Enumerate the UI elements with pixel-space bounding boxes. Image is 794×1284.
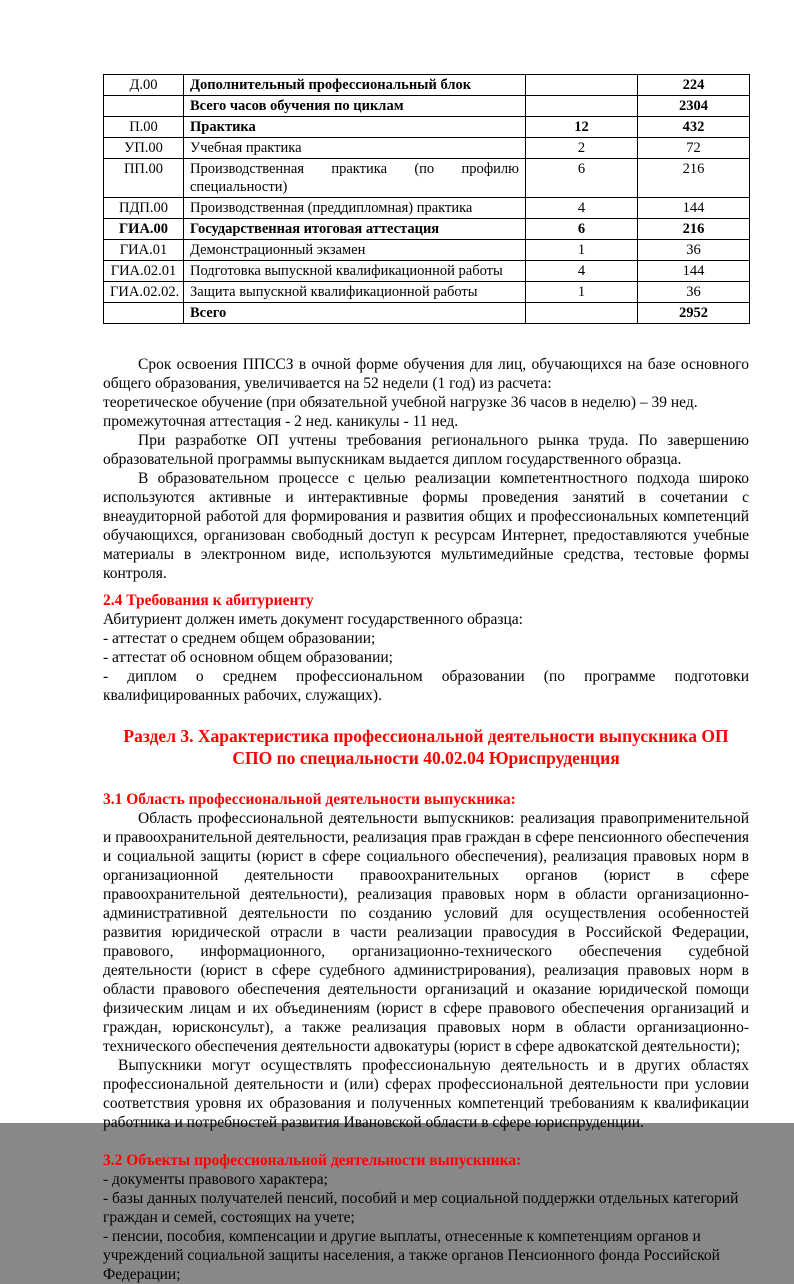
cell-title: Всего часов обучения по циклам [184, 96, 526, 117]
table-row [104, 240, 750, 261]
table-row [104, 261, 750, 282]
paragraph-abiturient: Абитуриент должен иметь документ государственного образца: [103, 611, 523, 628]
cell-hours: 2304 [638, 96, 750, 117]
cell-weeks: 2 [526, 138, 638, 159]
cell-code: ГИА.00 [104, 219, 184, 240]
cell-title: Государственная итоговая аттестация [184, 219, 526, 240]
curriculum-hours-table [103, 74, 750, 324]
cell-title: Демонстрационный экзамен [184, 240, 526, 261]
cell-weeks: 1 [526, 282, 638, 303]
cell-title: Производственная практика (по профилю специальности) [184, 159, 526, 198]
paragraph-vypuskniki: Выпускники могут осуществлять профессиональную деятельность и в других областях профессиональной деятельности и (или) сферах профессиональной деятельности при условии соответствия уровня их образования и полученных компетенций требованиям к квалификации работника и потребностей развития Ивановской области в сфере юриспруденции. [103, 1057, 749, 1131]
cell-title: Производственная (преддипломная) практика [184, 198, 526, 219]
cell-code: ГИА.01 [104, 240, 184, 261]
table-row [104, 282, 750, 303]
cell-weeks: 4 [526, 198, 638, 219]
cell-hours: 224 [638, 75, 750, 96]
table-row [104, 159, 750, 198]
cell-title: Всего [184, 303, 526, 324]
cell-hours: 216 [638, 219, 750, 240]
table-row [104, 75, 750, 96]
table-row [104, 117, 750, 138]
table-row [104, 96, 750, 117]
heading-3-2-obekty: 3.2 Объекты профессиональной деятельности выпускника: [103, 1152, 522, 1169]
cell-code: П.00 [104, 117, 184, 138]
list-item-attestat-sredn: - аттестат о среднем общем образовании; [103, 630, 376, 647]
cell-code: ГИА.02.02. [104, 282, 184, 303]
cell-weeks: 6 [526, 159, 638, 198]
heading-3-1-oblast: 3.1 Область профессиональной деятельности выпускника: [103, 791, 516, 808]
cell-weeks [526, 96, 638, 117]
cell-title: Учебная практика [184, 138, 526, 159]
cell-code: Д.00 [104, 75, 184, 96]
heading-2-4-trebovaniya: 2.4 Требования к абитуриенту [103, 592, 314, 609]
cell-hours: 2952 [638, 303, 750, 324]
table-row [104, 198, 750, 219]
cell-hours: 144 [638, 261, 750, 282]
cell-weeks [526, 75, 638, 96]
table-row [104, 219, 750, 240]
list-item-diplom: - диплом о среднем профессиональном образовании (по программе подготовки квалифицированных рабочих, служащих). [103, 668, 749, 704]
paragraph-teoreticheskoe: теоретическое обучение (при обязательной учебной нагрузке 36 часов в неделю) – 39 нед. [103, 394, 698, 411]
cell-weeks: 6 [526, 219, 638, 240]
cell-hours: 144 [638, 198, 750, 219]
list-item-bazy-dannykh: - базы данных получателей пенсий, пособий и мер социальной поддержки отдельных категорий граждан и семей, состоящих на учете; [103, 1190, 739, 1226]
paragraph-oblast-deyatelnosti: Область профессиональной деятельности выпускников: реализация правоприменительной и правоохранительной деятельности, реализация прав граждан в сфере пенсионного обеспечения и социальной защиты (юрист в сфере социального обеспечения), реализация правовых норм в организационной деятельности правоохранительных органов (юрист в сфере правоохранительной деятельности), реализация правовых норм в области организационно-административной деятельности по созданию условий для осуществления особенностей развития юридической отрасли в части реализации правосудия в Российской Федерации, правового, информационного, организационно-технического обеспечения судебной деятельности (юрист в сфере судебного администрирования), реализация правовых норм в области правового обеспечения деятельности организаций и оказание юридической помощи физическим лицам и их объединениям (юрист в сфере правового обеспечения организаций и граждан, юрисконсульт), а также реализация правовых норм в области организационно-технического обеспечения деятельности адвокатуры (юрист в сфере адвокатской деятельности); [103, 810, 749, 1055]
cell-title: Практика [184, 117, 526, 138]
cell-hours: 216 [638, 159, 750, 198]
cell-code: ГИА.02.01 [104, 261, 184, 282]
table-row [104, 303, 750, 324]
cell-title: Защита выпускной квалификационной работы [184, 282, 526, 303]
cell-title: Дополнительный профессиональный блок [184, 75, 526, 96]
cell-weeks: 1 [526, 240, 638, 261]
list-item-pensii: - пенсии, пособия, компенсации и другие выплаты, отнесенные к компетенциям органов и учреждений социальной защиты населения, а также органов Пенсионного фонда Российской Федерации; [103, 1228, 720, 1283]
body-text [103, 355, 749, 1284]
list-item-attestat-osnovn: - аттестат об основном общем образовании; [103, 649, 393, 666]
cell-title: Подготовка выпускной квалификационной работы [184, 261, 526, 282]
paragraph-promezhutochnaya: промежуточная аттестация - 2 нед. каникулы - 11 нед. [103, 413, 459, 430]
paragraph-srok-osvoeniya: Срок освоения ППССЗ в очной форме обучения для лиц, обучающихся на базе основного общего образования, увеличивается на 52 недели (1 год) из расчета: [103, 356, 749, 392]
cell-weeks [526, 303, 638, 324]
cell-code: ПДП.00 [104, 198, 184, 219]
cell-hours: 36 [638, 282, 750, 303]
cell-code: УП.00 [104, 138, 184, 159]
section-3-title: Раздел 3. Характеристика профессиональной деятельности выпускника ОП СПО по специальности 40.02.04 Юриспруденция [123, 726, 729, 768]
cell-code: ПП.00 [104, 159, 184, 198]
list-item-dokumenty: - документы правового характера; [103, 1171, 328, 1188]
table-row [104, 138, 750, 159]
cell-weeks: 4 [526, 261, 638, 282]
cell-hours: 432 [638, 117, 750, 138]
cell-weeks: 12 [526, 117, 638, 138]
paragraph-obrazovatelny-process: В образовательном процессе с целью реализации компетентностного подхода широко используются активные и интерактивные формы проведения занятий в сочетании с внеаудиторной работой для формирования и развития общих и профессиональных компетенций обучающихся, организован свободный доступ к ресурсам Интернет, предоставляются учебные материалы в электронном виде, используются мультимедийные средства, тестовые формы контроля. [103, 470, 749, 582]
cell-code [104, 96, 184, 117]
paragraph-pri-razrabotke: При разработке ОП учтены требования регионального рынка труда. По завершению образовательной программы выпускникам выдается диплом государственного образца. [103, 432, 749, 468]
document-content [103, 74, 749, 1284]
cell-hours: 36 [638, 240, 750, 261]
cell-hours: 72 [638, 138, 750, 159]
cell-code [104, 303, 184, 324]
